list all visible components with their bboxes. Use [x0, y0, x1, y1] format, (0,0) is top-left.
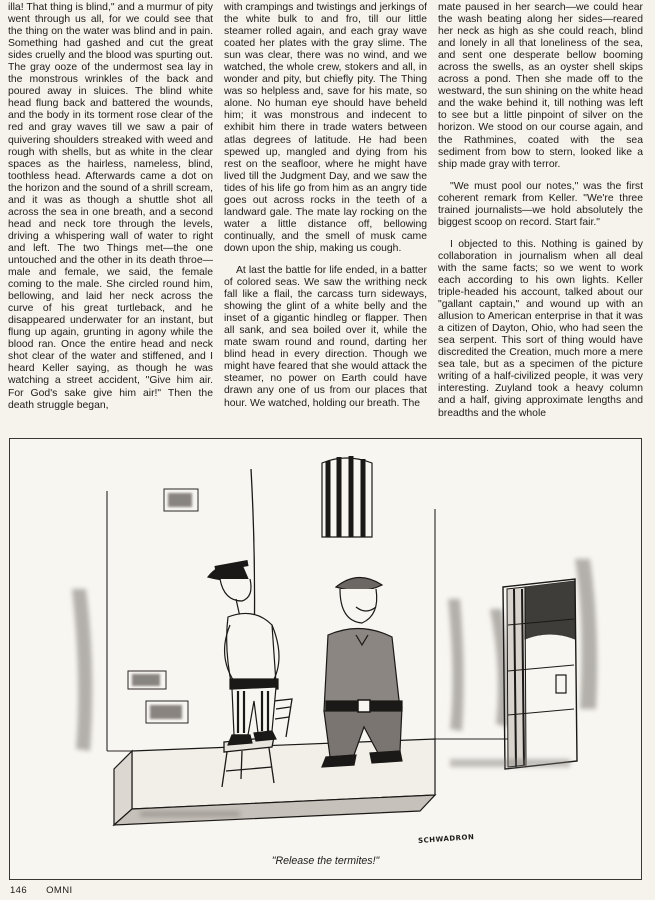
- wall-vents: [128, 489, 198, 723]
- page-number: 146: [10, 885, 28, 896]
- text-column-1: [8, 2, 213, 432]
- publication-name: OMNI: [46, 885, 73, 896]
- text-column-2: [224, 2, 427, 432]
- cartoonist-signature: SCHWADRON: [417, 833, 475, 845]
- cartoon-caption: "Release the termites!": [271, 855, 380, 867]
- paragraph: with crampings and twistings and jerkings of the white bulk to and fro, till our little steamer rolled again, and each gray wave coated her plates with the gray slime. The sun was clear, there was no wind, and we watched, the whole crew, stokers and all, in wonder and pity, but chiefly pity. The Thing was so helpless and, save for his mate, so alone. No human eye should have beheld him; it was monstrous and indecent to exhibit him there in trade waters between atlas degrees of latitude. He had been spewed up, mangled and dying from his rest on the seafloor, where he might have lived till the Judgment Day, and we saw the tides of his life go from him as an angry tide goes out across rocks in the teeth of a landward gale. The mate lay rocking on the water a little distance off, bellowing continually, and the smell of musk came down upon the ship, making us cough.: [224, 2, 427, 254]
- paragraph: At last the battle for life ended, in a batter of colored seas. We saw the writhing neck fall like a flail, the carcass turn sideways, showing the glint of a white belly and the inset of a gigantic hindleg or flapper. Then all sank, and sea boiled over it, while the mate swam round and round, darting her blind head in every direction. Though we might have feared that she would attack the steamer, no power on Earth could have drawn any one of us from our places that hour. We watched, holding our breath. The: [224, 264, 427, 409]
- guard-figure: [322, 577, 402, 767]
- cell-door: [503, 579, 577, 769]
- paragraph: I objected to this. Nothing is gained by collaboration in journalism when all deal with the same facts; so we went to work each according to his own lights. Keller triple-headed his account, talked about our "gallant captain," and wound up with an allusion to American enterprise in that it was a citizen of Dayton, Ohio, who had seen the sea serpent. This sort of thing would have discredited the Creation, much more a mere sea tale, but as a specimen of the picture writing of a half-civilized people, it was very interesting. Zuyland took a heavy column and a half, giving approximate lengths and breadths and the whole: [438, 238, 643, 419]
- page-footer: [10, 885, 73, 896]
- paragraph: illa! That thing is blind," and a murmur of pity went through us all, for we could see that the thing on the water was blind and in pain. Something had gashed and cut the great sides cruelly and the blood was spurting out. The gray ooze of the undermost sea lay in the monstrous wrinkles of the back and poured away in sluices. The blind white head flung back and battered the wounds, and the body in its torment rose clear of the red and gray waves till we saw a pair of quivering shoulders streaked with weed and rough with shells, but as white in the clear spaces as the hairless, nameless, blind, toothless head. Afterwards came a dot on the horizon and the sound of a shrill scream, and it was as though a shuttle shot all across the sea in one breath, and a second head and neck tore through the levels, driving a whispering wall of water to right and left. The two Things met—the one untouched and the other in its death throe—male and female, we said, the female coming to the male. She circled round him, bellowing, and laid her neck across the curve of his great turtleback, and he disappeared underwater for an instant, but flung up again, grunting in agony while the blood ran. Once the entire head and neck shot clear of the water and stiffened, and I heard Keller saying, as though he was watching a street accident, "Give him air. For God's sake give him air!" Then the death struggle began,: [8, 2, 213, 411]
- barred-window: [322, 456, 372, 537]
- prisoner-figure: [208, 563, 279, 745]
- paragraph: "We must pool our notes," was the first coherent remark from Keller. "We're three trained journalists—we hold absolutely the biggest scoop on record. Start fair.": [438, 180, 643, 228]
- cartoon-illustration: [10, 439, 641, 879]
- paragraph: mate paused in her search—we could hear the wash beating along her sides—reared her neck as high as she could reach, blind and lonely in all that loneliness of the sea, and sent one desperate bellow booming across the swells, as an oyster shell skips across a pond. Then she made off to the westward, the sun shining on the white head and the wake behind it, till nothing was left to see but a little pinpoint of silver on the horizon. We stood on our course again, and the Rathmines, coated with the sea sediment from bow to stern, looked like a ship made gray with terror.: [438, 2, 643, 170]
- cartoon: [9, 438, 642, 880]
- article-body: [8, 0, 643, 432]
- text-column-3: [438, 2, 643, 432]
